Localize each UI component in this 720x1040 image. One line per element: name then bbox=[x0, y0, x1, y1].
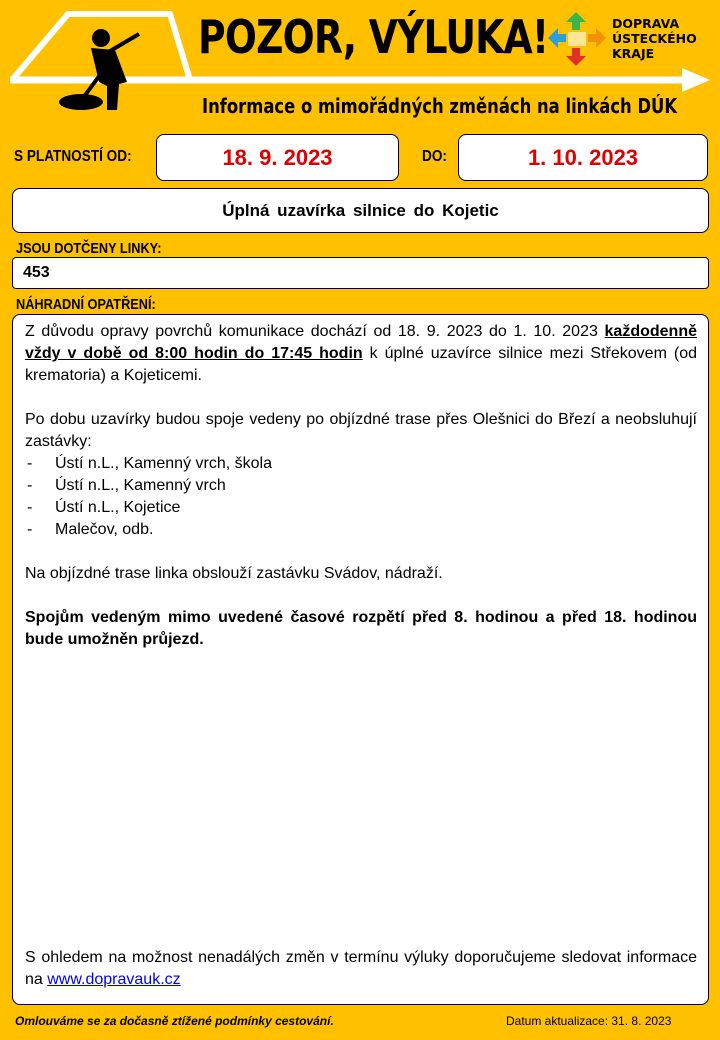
lines-label: JSOU DOTČENY LINKY: bbox=[16, 240, 162, 257]
logo-line-2: ÚSTECKÉHO bbox=[612, 31, 697, 46]
p1-underlined: každodenně vždy v době od 8:00 hodin do 17:45 hodin bbox=[25, 323, 697, 362]
dopravauk-link[interactable]: www.dopravauk.cz bbox=[47, 971, 181, 988]
lines-box bbox=[12, 257, 709, 289]
footer-apology: Omlouváme se za dočasně ztížené podmínky cestování. bbox=[15, 1014, 334, 1028]
road-worker-icon bbox=[55, 24, 150, 114]
validity-from-box bbox=[156, 134, 399, 181]
measures-paragraph-2: Po dobu uzavírky budou spoje vedeny po objízdné trase přes Olešnici do Březí a neobsluhují zastávky: bbox=[25, 411, 697, 450]
stop-dash: - bbox=[27, 455, 33, 472]
measures-paragraph-4: Spojům vedeným mimo uvedené časové rozpětí před 8. hodinou a před 18. hodinou bude umožněn průjezd. bbox=[25, 609, 697, 648]
validity-to-date: 1. 10. 2023 bbox=[527, 145, 639, 170]
logo-text bbox=[612, 16, 697, 61]
p1-end: k úplné uzavírce silnice mezi Střekovem (od krematoria) a Kojeticemi. bbox=[25, 345, 698, 384]
closure-title-box bbox=[12, 188, 709, 233]
logo-line-3: KRAJE bbox=[612, 46, 655, 61]
stop-name: Ústí n.L., Kojetice bbox=[55, 499, 181, 516]
stop-dash: - bbox=[27, 477, 33, 494]
measures-paragraph-1 bbox=[25, 321, 697, 387]
measures-paragraph-3: Na objízdné trase linka obslouží zastávku Svádov, nádraží. bbox=[25, 565, 443, 582]
logo-line-1: DOPRAVA bbox=[612, 16, 680, 31]
p1-start: Z důvodu opravy povrchů komunikace dochází od 18. 9. 2023 do 1. 10. 2023 bbox=[25, 323, 598, 340]
list-item bbox=[25, 519, 697, 541]
note-text: S ohledem na možnost nenadálých změn v termínu výluky doporučujeme sledovat informace na bbox=[25, 949, 697, 988]
header-title: POZOR, VÝLUKA! bbox=[198, 10, 549, 64]
list-item bbox=[25, 497, 697, 519]
stop-dash: - bbox=[27, 499, 33, 516]
closed-stops-list bbox=[25, 453, 697, 541]
measures-box bbox=[12, 314, 709, 1005]
duk-arrows-logo-icon bbox=[546, 10, 608, 68]
lines-value: 453 bbox=[23, 264, 50, 281]
measures-text bbox=[25, 321, 697, 651]
list-item bbox=[25, 475, 697, 497]
validity-from-label: S PLATNOSTÍ OD: bbox=[14, 148, 132, 165]
list-item bbox=[25, 453, 697, 475]
measures-note bbox=[25, 947, 697, 991]
measures-label: NÁHRADNÍ OPATŘENÍ: bbox=[16, 296, 156, 313]
validity-from-date: 18. 9. 2023 bbox=[222, 145, 333, 170]
stop-name: Malečov, odb. bbox=[55, 521, 154, 538]
stop-dash: - bbox=[27, 521, 33, 538]
footer-updated: Datum aktualizace: 31. 8. 2023 bbox=[506, 1014, 672, 1028]
header-subtitle: Informace o mimořádných změnách na linkách DÚK bbox=[202, 94, 678, 118]
closure-title: Úplná uzavírka silnice do Kojetic bbox=[222, 201, 499, 220]
stop-name: Ústí n.L., Kamenný vrch, škola bbox=[55, 455, 272, 472]
validity-to-box bbox=[458, 134, 708, 181]
validity-to-label: DO: bbox=[422, 148, 447, 165]
stop-name: Ústí n.L., Kamenný vrch bbox=[55, 477, 226, 494]
